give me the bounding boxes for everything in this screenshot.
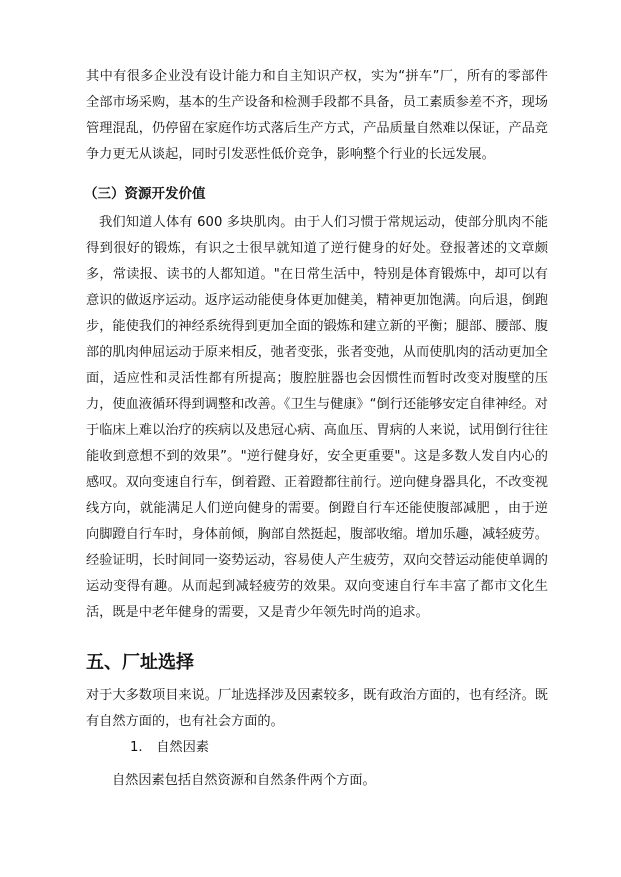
item-number: 1. (130, 740, 143, 755)
site-selection-paragraph: 对于大多数项目来说。厂址选择涉及因素较多，既有政治方面的，也有经济。既有自然方面的，也有社会方面的。 (86, 688, 548, 729)
item-title: 自然因素 (156, 740, 209, 755)
section-heading-resource-value: （三）资源开发价值 (84, 186, 206, 202)
intro-paragraph: 其中有很多企业没有设计能力和自主知识产权，实为“拼车”厂，所有的零部件全部市场采购，基本的生产设备和检测手段都不具备，员工素质参差不齐，现场管理混乱，仍停留在家庭作坊式落后生产方式，产品质量自然难以保证，产品竞争力更无从谈起，同时引发恶性低价竞争，影响整个行业的长远发展。 (86, 69, 548, 162)
numbered-item-natural-factors (130, 737, 209, 759)
resource-value-paragraph: 我们知道人体有 600 多块肌肉。由于人们习惯于常规运动，使部分肌肉不能得到很好的锻炼，有识之士很早就知道了逆行健身的好处。登报著述的文章颇多，常读报、读书的人都知道。"在日常生活中，特别是体育锻炼中，却可以有意识的做返序运动。返序运动能使身体更加健美，精神更加饱满。向后退，倒跑步，能使我们的神经系统得到更加全面的锻炼和建立新的平衡；腿部、腰部、腹部的肌肉伸屈运动于原来相反，弛者变张，张者变弛，从而使肌肉的活动更加全面，适应性和灵活性都有所提高；腹腔脏器也会因惯性而暂时改变对腹壁的压力，使血液循环得到调整和改善。《卫生与健康》“倒行还能够安定自律神经。对于临床上难以治疗的疾病以及患冠心病、高血压、胃病的人来说，试用倒行往往能收到意想不到的效果”。"逆行健身好，安全更重要"。这是多数人发自内心的感叹。双向变速自行车，倒着蹬、正着蹬都往前行。逆向健身器具化，不改变视线方向，就能满足人们逆向健身的需要。倒蹬自行车还能使腹部减肥 ，由于逆向脚蹬自行车时，身体前倾，胸部自然挺起，腹部收缩。增加乐趣，减轻疲劳。经验证明，长时间同一姿势运动，容易使人产生疲劳，双向交替运动能使单调的运动变得有趣。从而起到减轻疲劳的效果。双向变速自行车丰富了都市文化生活，既是中老年健身的需要，又是青少年领先时尚的追求。 (86, 215, 548, 620)
chapter-heading-site-selection: 五、厂址选择 (86, 652, 194, 673)
natural-factors-paragraph: 自然因素包括自然资源和自然条件两个方面。 (112, 773, 376, 788)
